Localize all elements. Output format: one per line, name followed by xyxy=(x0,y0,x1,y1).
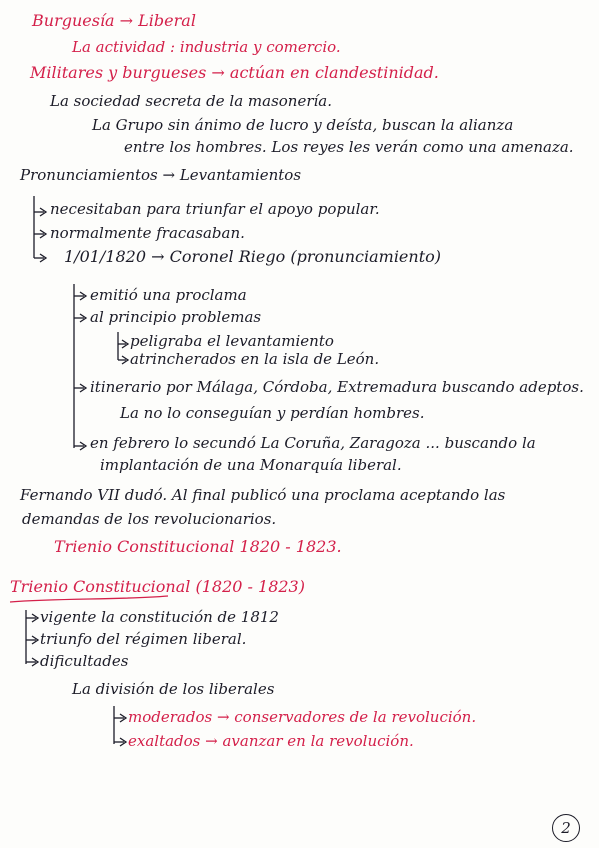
page-number: 2 xyxy=(552,814,580,842)
note-line: La sociedad secreta de la masonería. xyxy=(50,92,333,110)
note-line: Trienio Constitucional 1820 - 1823. xyxy=(54,537,342,556)
note-line: entre los hombres. Los reyes les verán como una amenaza. xyxy=(124,138,574,156)
note-line: en febrero lo secundó La Coruña, Zaragoza ... buscando la xyxy=(90,434,536,452)
note-line: atrincherados en la isla de León. xyxy=(130,350,380,368)
note-line: Burguesía → Liberal xyxy=(32,11,196,30)
note-line: peligraba el levantamiento xyxy=(130,332,334,350)
note-line: La Grupo sin ánimo de lucro y deísta, buscan la alianza xyxy=(92,116,514,134)
note-line: itinerario por Málaga, Córdoba, Extremadura buscando adeptos. xyxy=(90,378,584,396)
note-line: emitió una proclama xyxy=(90,286,247,304)
note-line: implantación de una Monarquía liberal. xyxy=(100,456,402,474)
note-line: moderados → conservadores de la revolución. xyxy=(128,708,477,726)
note-line: normalmente fracasaban. xyxy=(50,224,245,242)
note-line: demandas de los revolucionarios. xyxy=(22,510,277,528)
note-line: triunfo del régimen liberal. xyxy=(40,630,247,648)
section-heading: Trienio Constitucional (1820 - 1823) xyxy=(10,577,305,596)
note-line: La actividad : industria y comercio. xyxy=(72,38,341,56)
note-line: Militares y burgueses → actúan en clandestinidad. xyxy=(30,63,439,82)
note-line: La no lo conseguían y perdían hombres. xyxy=(120,404,425,422)
note-line: exaltados → avanzar en la revolución. xyxy=(128,732,414,750)
note-line: al principio problemas xyxy=(90,308,262,326)
note-line: 1/01/1820 → Coronel Riego (pronunciamiento) xyxy=(64,247,442,266)
note-line: necesitaban para triunfar el apoyo popular. xyxy=(50,200,380,218)
note-line: Pronunciamientos → Levantamientos xyxy=(20,166,302,184)
note-line: dificultades xyxy=(40,652,129,670)
note-line: Fernando VII dudó. Al final publicó una proclama aceptando las xyxy=(20,486,506,504)
note-line: La división de los liberales xyxy=(72,680,275,698)
note-line: vigente la constitución de 1812 xyxy=(40,608,279,626)
